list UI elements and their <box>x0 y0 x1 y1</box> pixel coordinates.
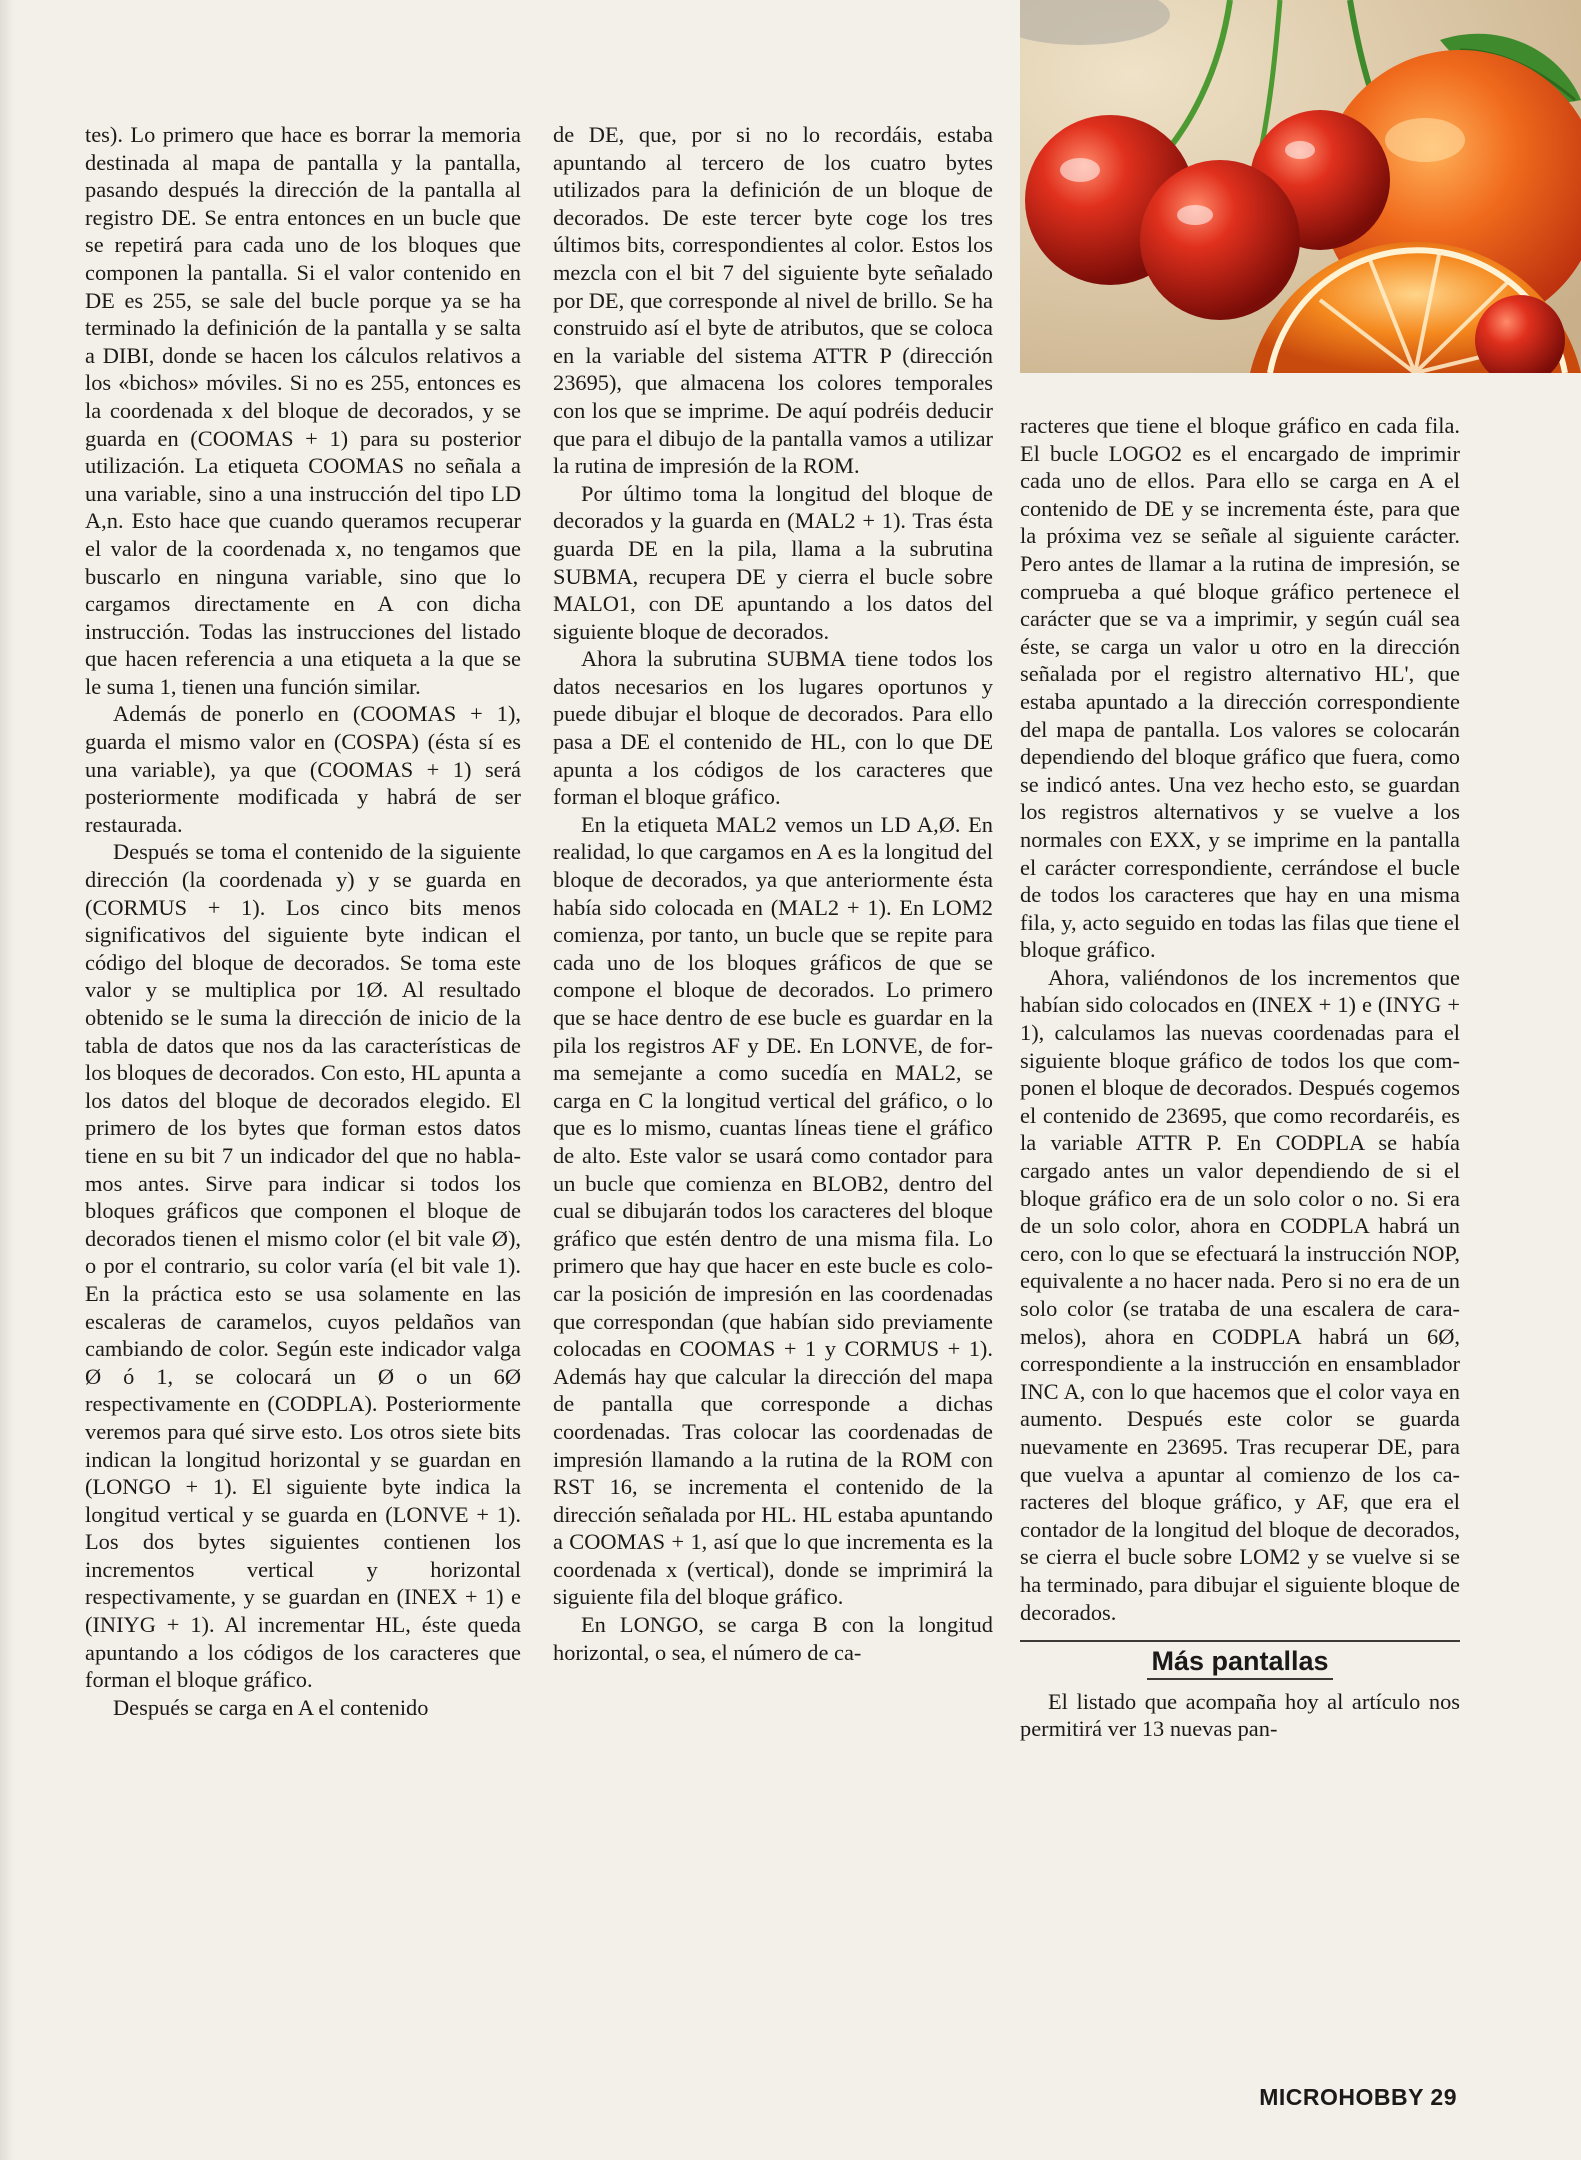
paragraph: En la etiqueta MAL2 vemos un LD A,Ø. En realidad, lo que cargamos en A es la longitud del bloque de decorados, ya que anteriormente ésta había sido colocada en (MAL2 + 1). En LOM2 comienza, por tanto, un bucle que se repite para cada uno de los bloques gráficos de que se compone el bloque de decorados. Lo primero que se hace dentro de ese bucle es guardar en la pila los registros AF y DE. En LONVE, de forma semejante a como sucedía en MAL2, se carga en C la longitud vertical del gráfico, o lo que es lo mismo, cuantas líneas tiene el gráfico de alto. Este valor se usará como contador para un bucle que comienza en BLOB2, dentro del cual se dibujarán todos los caracteres del bloque gráfico que estén dentro de una misma fila. Lo primero que hay que hacer en este bucle es colocar la posición de impresión en las coordenadas que correspondan (que habían sido previamente colocadas en COOMAS + 1 y CORMUS + 1). Además hay que calcular la dirección del mapa de pantalla que corresponde a dichas coordenadas. Tras colocar las coordenadas de impresión llamando a la rutina de la ROM con RST 16, se incrementa el contenido de la dirección señalada por HL. HL estaba apuntando a COOMAS + 1, así que lo que incrementa es la coordenada x (vertical), donde se imprimirá la siguiente fila del bloque gráfico. <box>553 811 993 1610</box>
paragraph: Ahora, valiéndonos de los incrementos que habían sido colocados en (INEX + 1) e (INYG + 1), calculamos las nuevas coordenadas para el siguiente bloque gráfico de todos los que componen el bloque de decorados. Después cogemos el contenido de 23695, que como recordaréis, es la variable ATTR P. En CODPLA se había cargado antes un valor dependiendo de si el bloque gráfico era de un solo color o no. Si era de un solo color, ahora en CODPLA habrá un cero, con lo que se efectuará la instrucción NOP, equivalente a no hacer nada. Pero si no era de un solo color (se trataba de una escalera de caramelos), ahora en CODPLA habrá un 6Ø, correspondiente a la instrucción en ensamblador INC A, con lo que hacemos que el color vaya en aumento. Después este color se guarda nuevamente en 23695. Tras recuperar DE, para que vuelva a apuntar al comienzo de los caracteres del bloque gráfico, y AF, que era el contador de la longitud del bloque de decorados, se cierra el bucle sobre LOM2 y se vuelve si se ha terminado, para dibujar el siguiente bloque de decorados. <box>1020 964 1460 1625</box>
page-edge-shadow <box>0 0 14 2160</box>
paragraph: En LONGO, se carga B con la longitud horizontal, o sea, el número de ca- <box>553 1612 993 1665</box>
text-column-1 <box>85 121 521 1721</box>
text-column-2 <box>553 121 993 1666</box>
paragraph: racteres que tiene el bloque gráfico en cada fila. El bucle LOGO2 es el encargado de imprimir cada uno de ellos. Para ello se carga en A el contenido de DE y se incrementa éste, para que la próxima vez se señale al siguiente carácter. Pero antes de llamar a la rutina de impresión, se comprueba a qué bloque gráfico pertenece el carácter que se va a imprimir, y según cuál sea éste, se carga un valor u otro en la dirección señalada por el registro alternativo HL', que estaba apuntado a la dirección correspondiente del mapa de pantalla. Los valores se colocarán dependiendo del bloque gráfico que fuera, como se indicó antes. Una vez hecho esto, se guardan los registros alternativos y se vuelve a los normales con EXX, y se imprime en la pantalla el carácter correspondiente, cerrándose el bucle de todos los caracteres que hay en una misma fila, y, acto seguido en todas las filas que tiene el bloque gráfico. <box>1020 413 1460 963</box>
text-column-3 <box>1020 412 1460 1743</box>
paragraph: Ahora la subrutina SUBMA tiene todos los datos necesarios en los lugares oportunos y puede dibujar el bloque de decorados. Para ello pasa a DE el contenido de HL, con lo que DE apunta a los códigos de los caracteres que forman el bloque gráfico. <box>553 646 993 810</box>
section-heading-text: Más pantallas <box>1147 1648 1332 1680</box>
paragraph: de DE, que, por si no lo recordáis, estaba apuntando al tercero de los cuatro bytes utilizados para la definición de un bloque de decorados. De este tercer byte coge los tres últimos bits, correspondientes al color. Estos los mezcla con el bit 7 del siguiente byte señalado por DE, que corresponde al nivel de brillo. Se ha construido así el byte de atributos, que se coloca en la variable del sistema ATTR P (dirección 23695), que almacena los colores temporales con los que se imprime. De aquí podréis deducir que para el dibujo de la pantalla vamos a utilizar la rutina de impresión de la ROM. <box>553 122 993 479</box>
section-heading <box>1020 1640 1460 1680</box>
fruit-illustration-icon <box>1020 0 1581 373</box>
paragraph: Después se toma el contenido de la siguiente dirección (la coordenada y) y se guarda en (CORMUS + 1). Los cinco bits menos significativos del siguiente byte indican el código del bloque de decorados. Se toma este valor y se multiplica por 1Ø. Al resultado obtenido se le suma la dirección de inicio de la tabla de datos que nos da las características de los bloques de decorados. Con esto, HL apunta a los datos del bloque de decorados elegido. El primero de los bytes que forman estos datos tiene en su bit 7 un indicador del que no hablamos antes. Sirve para indicar si todos los bloques gráficos que componen el bloque de decorados tienen el mismo color (el bit vale Ø), o por el contrario, su color varía (el bit vale 1). En la práctica esto se usa solamente en las escaleras de caramelos, cuyos peldaños van cambiando de color. Según este indicador valga Ø ó 1, se colocará un Ø o un 6Ø respectivamente en (CODPLA). Posteriormente veremos para qué sirve esto. Los otros siete bits indican la longitud horizontal y se guardan en (LONGO + 1). El siguiente byte indica la longitud vertical y se guarda en (LONVE + 1). Los dos bytes siguientes contienen los incrementos vertical y horizontal respectivamente, y se guardan en (INEX + 1) e (INIYG + 1). Al incrementar HL, éste queda apuntando a los códigos de los caracteres que forman el bloque gráfico. <box>85 839 521 1693</box>
paragraph: Por último toma la longitud del bloque de decorados y la guarda en (MAL2 + 1). Tras ésta guarda DE en la pila, llama a la subrutina SUBMA, recupera DE y cierra el bucle sobre MALO1, con DE apuntando a los datos del siguiente bloque de decorados. <box>553 480 993 644</box>
paragraph: Además de ponerlo en (COOMAS + 1), guarda el mismo valor en (COSPA) (ésta sí es una variable), ya que (COOMAS + 1) será posteriormente modificada y habrá de ser restaurada. <box>85 701 521 837</box>
paragraph: tes). Lo primero que hace es borrar la memoria destinada al mapa de pantalla y la pantalla, pasando después la dirección de la pantalla al registro DE. Se entra entonces en un bucle que se repetirá para cada uno de los bloques que componen la pantalla. Si el valor contenido en DE es 255, se sale del bucle porque ya se ha terminado la definición de la pantalla y se salta a DIBI, donde se hacen los cálculos relativos a los «bichos» móviles. Si no es 255, entonces es la coordenada x del bloque de decorados, y se guarda en (COOMAS + 1) para su posterior utilización. La etiqueta COOMAS no señala a una variable, sino a una instrucción del tipo LD A,n. Esto hace que cuando queramos recuperar el valor de la coordenada x, no tengamos que buscarlo en ninguna variable, sino que lo cargamos directamente en A con dicha instrucción. Todas las instrucciones del listado que hacen referencia a una etiqueta a la que se le suma 1, tienen una función similar. <box>85 122 521 699</box>
fruit-illustration-svg <box>1020 0 1581 373</box>
paragraph: El listado que acompaña hoy al artículo nos permitirá ver 13 nuevas pan- <box>1020 1688 1460 1742</box>
page-folio: MICROHOBBY 29 <box>1259 2084 1457 2110</box>
paragraph: Después se carga en A el contenido <box>113 1694 429 1720</box>
